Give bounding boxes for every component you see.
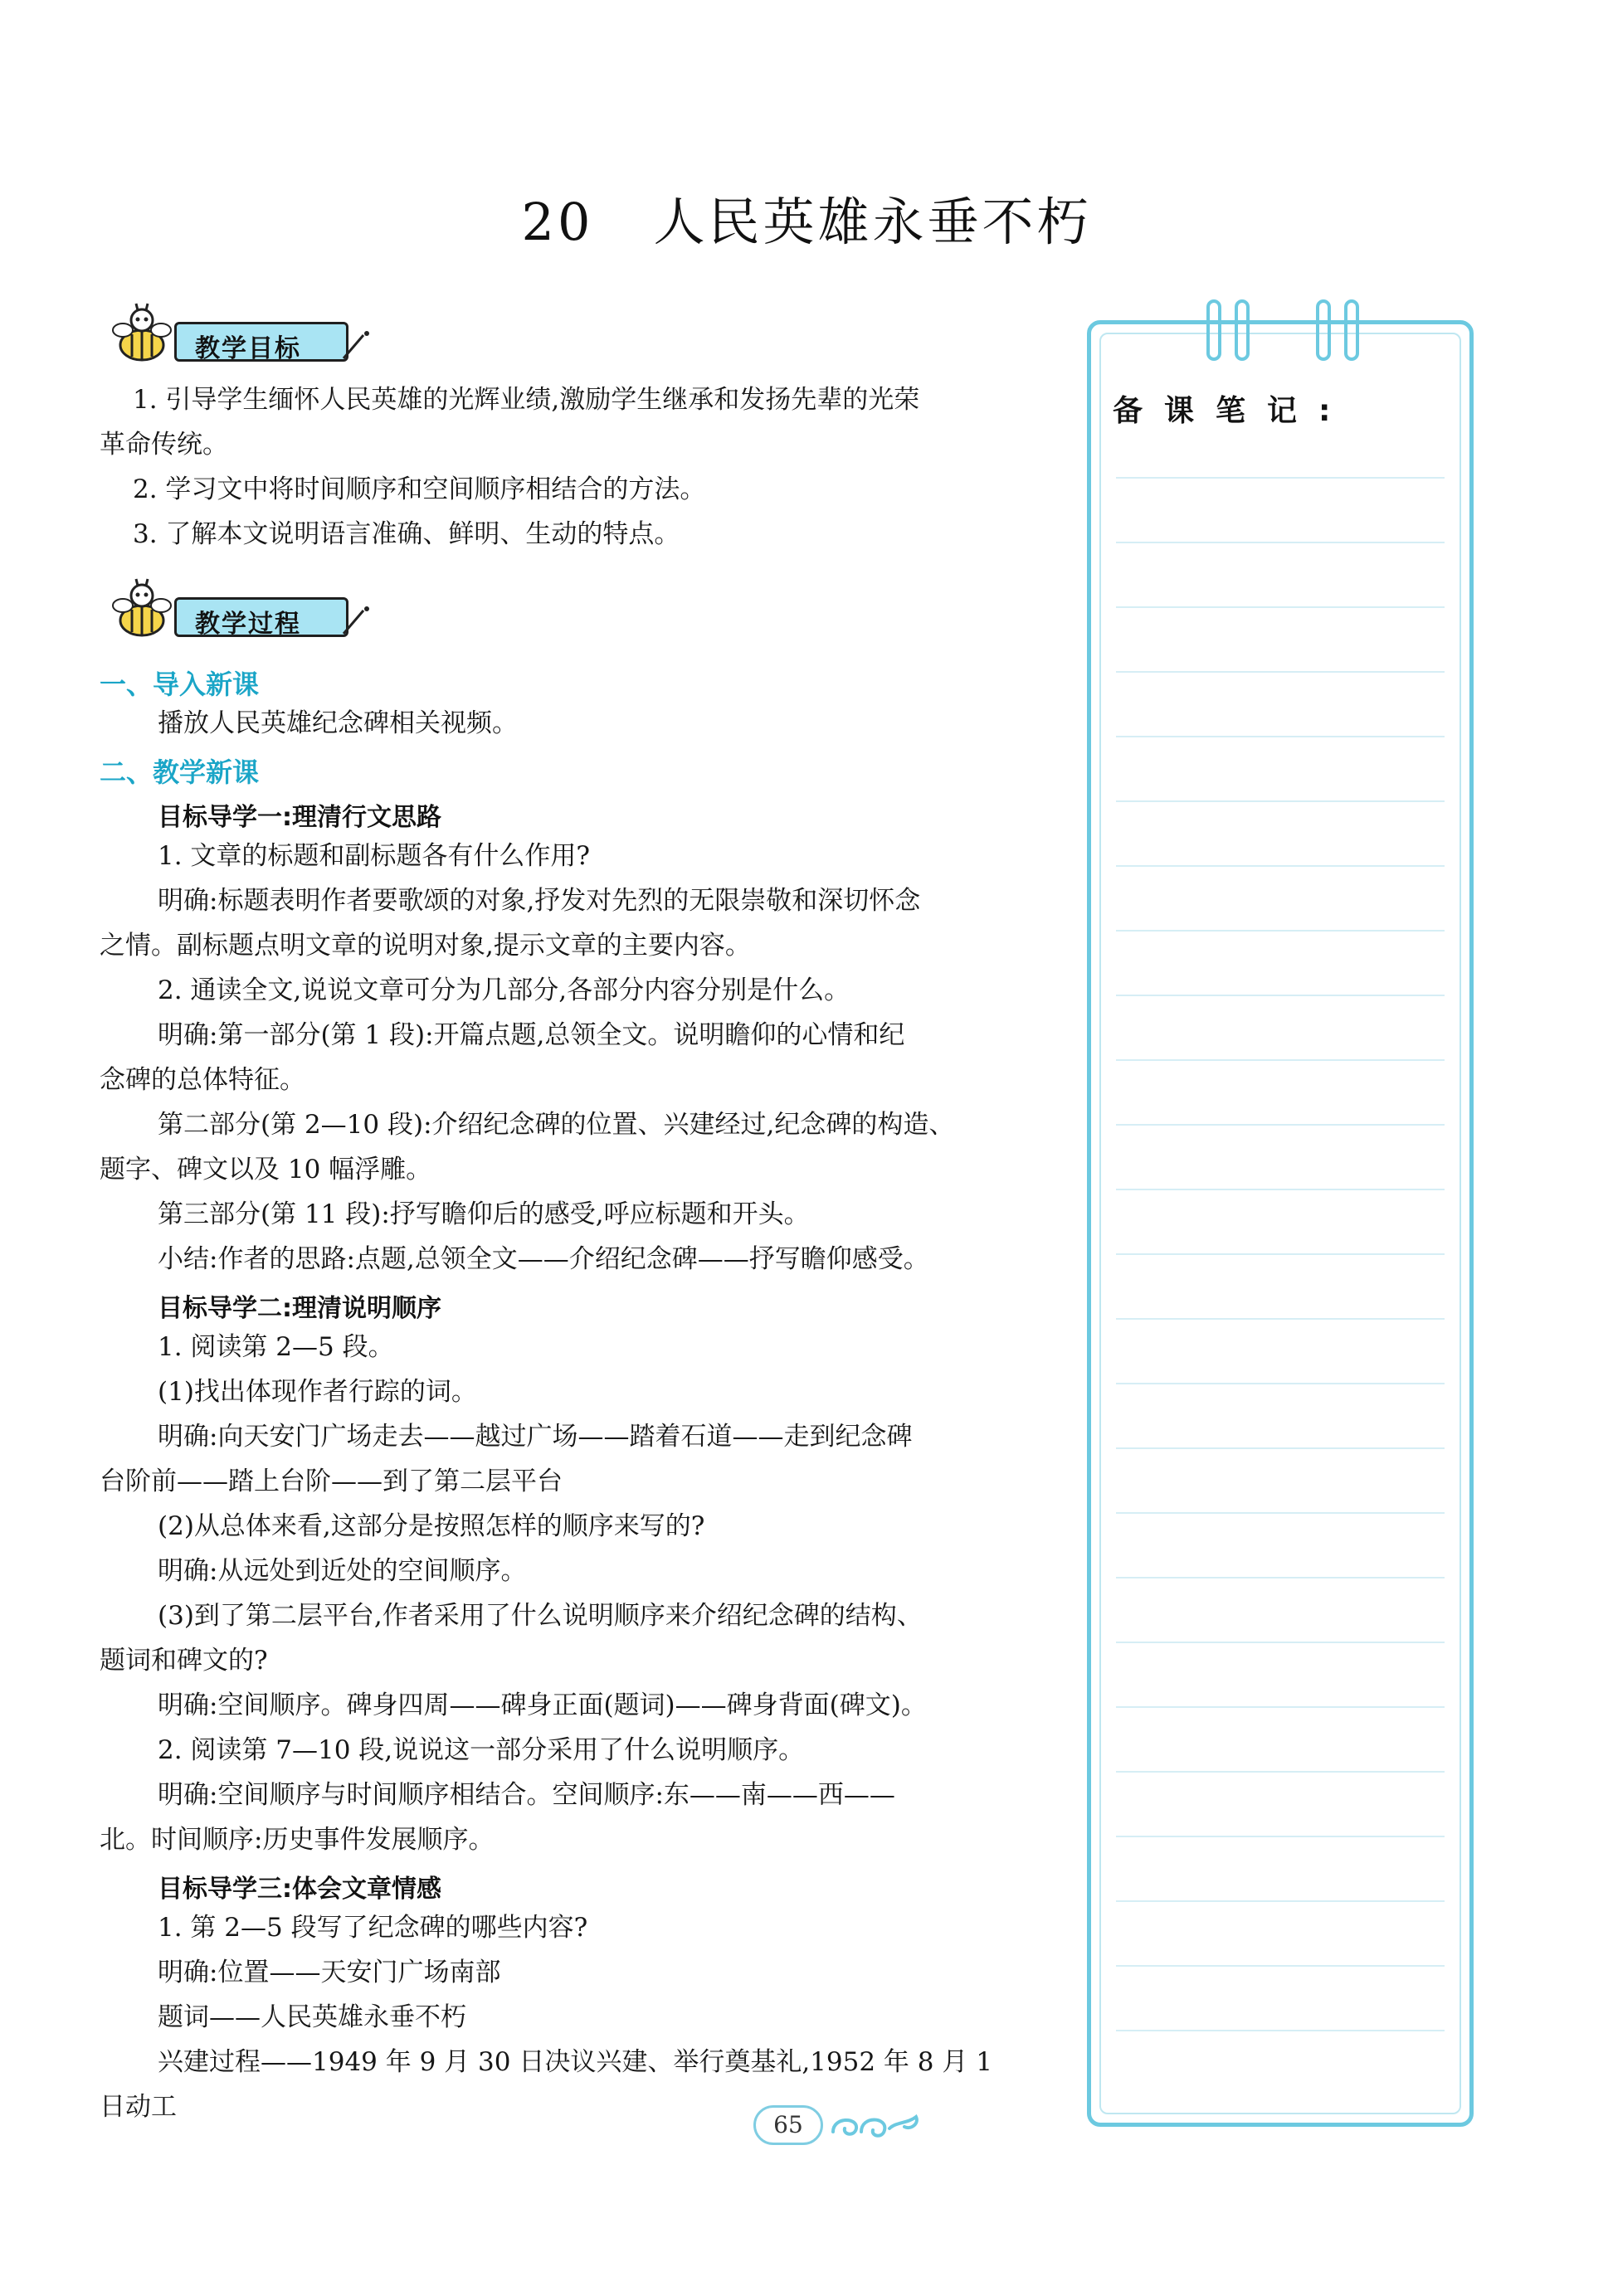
binder-ring-icon: [1234, 299, 1250, 362]
note-rule-line: [1116, 1253, 1445, 1255]
notes-inner-border: [1099, 333, 1461, 2114]
pencil-icon: [339, 330, 372, 363]
note-rule-line: [1116, 736, 1445, 737]
note-rule-line: [1116, 606, 1445, 608]
note-rule-line: [1116, 542, 1445, 543]
body-line: 明确:位置——天安门广场南部: [158, 1958, 501, 1987]
body-line: (2)从总体来看,这部分是按照怎样的顺序来写的?: [158, 1511, 705, 1541]
note-rule-line: [1116, 995, 1445, 996]
lesson-title: [0, 181, 1613, 255]
body-line: 播放人民英雄纪念碑相关视频。: [158, 708, 518, 738]
bee-icon: [105, 572, 179, 647]
goal-line: 3. 了解本文说明语言准确、鲜明、生动的特点。: [133, 519, 680, 549]
note-rule-line: [1116, 2030, 1445, 2031]
note-rule-line: [1116, 671, 1445, 673]
body-line: 题词和碑文的?: [100, 1646, 268, 1676]
lesson-notes-panel: [1087, 320, 1474, 2127]
subsection-heading: 目标导学二:理清说明顺序: [158, 1294, 441, 1323]
note-rule-line: [1116, 1059, 1445, 1061]
note-rule-line: [1116, 1642, 1445, 1643]
section-heading: 二、教学新课: [100, 756, 260, 788]
goals-banner: [98, 297, 363, 372]
page-number: 65: [753, 2105, 823, 2145]
body-line: 第三部分(第 11 段):抒写瞻仰后的感受,呼应标题和开头。: [158, 1199, 810, 1229]
body-line: 小结:作者的思路:点题,总领全文——介绍纪念碑——抒写瞻仰感受。: [158, 1244, 929, 1274]
process-banner: [98, 572, 363, 647]
body-line: 第二部分(第 2—10 段):介绍纪念碑的位置、兴建经过,纪念碑的构造、: [158, 1110, 955, 1140]
subsection-heading: 目标导学三:体会文章情感: [158, 1875, 441, 1904]
lesson-title-text: 人民英雄永垂不朽: [653, 192, 1092, 252]
binder-ring-icon: [1343, 299, 1360, 362]
note-rule-line: [1116, 1836, 1445, 1837]
note-rule-line: [1116, 1965, 1445, 1967]
note-rule-line: [1116, 1577, 1445, 1578]
goal-line: 革命传统。: [100, 430, 228, 460]
body-line: 2. 通读全文,说说文章可分为几部分,各部分内容分别是什么。: [158, 975, 850, 1005]
binder-ring-icon: [1206, 299, 1222, 362]
lesson-number: 20: [521, 192, 594, 252]
section-heading: 一、导入新课: [100, 669, 260, 700]
note-rule-line: [1116, 1900, 1445, 1902]
note-rule-line: [1116, 1124, 1445, 1126]
note-rule-line: [1116, 1512, 1445, 1514]
body-line: 题词——人民英雄永垂不朽: [158, 2002, 466, 2032]
body-line: 兴建过程——1949 年 9 月 30 日决议兴建、举行奠基礼,1952 年 8 月 1: [158, 2047, 992, 2077]
note-rule-line: [1116, 1447, 1445, 1449]
cloud-swirl-icon: [825, 2099, 924, 2148]
note-rule-line: [1116, 1318, 1445, 1320]
body-line: 1. 文章的标题和副标题各有什么作用?: [158, 841, 591, 871]
body-line: 台阶前——踏上台阶——到了第二层平台: [100, 1467, 563, 1496]
note-rule-line: [1116, 930, 1445, 932]
process-banner-tag: [174, 597, 348, 637]
goals-banner-tag: [174, 322, 348, 362]
body-line: 北。时间顺序:历史事件发展顺序。: [100, 1825, 495, 1855]
process-banner-label: 教学过程: [195, 610, 301, 639]
body-line: 明确:空间顺序与时间顺序相结合。空间顺序:东——南——西——: [158, 1780, 895, 1810]
body-line: 念碑的总体特征。: [100, 1065, 305, 1095]
goal-line: 1. 引导学生缅怀人民英雄的光辉业绩,激励学生继承和发扬先辈的光荣: [133, 385, 920, 415]
body-line: 之情。副标题点明文章的说明对象,提示文章的主要内容。: [100, 931, 751, 961]
note-rule-line: [1116, 1189, 1445, 1190]
note-rule-line: [1116, 1383, 1445, 1384]
goals-banner-label: 教学目标: [195, 334, 301, 363]
body-line: (1)找出体现作者行踪的词。: [158, 1377, 477, 1407]
note-rule-line: [1116, 1706, 1445, 1708]
body-line: 1. 第 2—5 段写了纪念碑的哪些内容?: [158, 1913, 588, 1943]
body-line: 日动工: [100, 2092, 177, 2122]
body-line: 明确:空间顺序。碑身四周——碑身正面(题词)——碑身背面(碑文)。: [158, 1690, 927, 1720]
body-line: 1. 阅读第 2—5 段。: [158, 1332, 394, 1362]
binder-ring-icon: [1315, 299, 1332, 362]
note-rule-line: [1116, 1771, 1445, 1773]
body-line: 明确:标题表明作者要歌颂的对象,抒发对先烈的无限崇敬和深切怀念: [158, 886, 921, 916]
pencil-icon: [339, 606, 372, 639]
subsection-heading: 目标导学一:理清行文思路: [158, 803, 441, 832]
body-line: 明确:从远处到近处的空间顺序。: [158, 1556, 527, 1586]
body-line: 2. 阅读第 7—10 段,说说这一部分采用了什么说明顺序。: [158, 1735, 805, 1765]
body-line: 明确:向天安门广场走去——越过广场——踏着石道——走到纪念碑: [158, 1422, 913, 1452]
body-line: (3)到了第二层平台,作者采用了什么说明顺序来介绍纪念碑的结构、: [158, 1601, 923, 1631]
note-rule-line: [1116, 800, 1445, 802]
bee-icon: [105, 297, 179, 372]
notes-heading: 备课笔记:: [1113, 394, 1352, 428]
body-line: 明确:第一部分(第 1 段):开篇点题,总领全文。说明瞻仰的心情和纪: [158, 1020, 905, 1050]
note-rule-line: [1116, 477, 1445, 479]
note-rule-line: [1116, 865, 1445, 867]
goal-line: 2. 学习文中将时间顺序和空间顺序相结合的方法。: [133, 474, 706, 504]
body-line: 题字、碑文以及 10 幅浮雕。: [100, 1155, 432, 1184]
